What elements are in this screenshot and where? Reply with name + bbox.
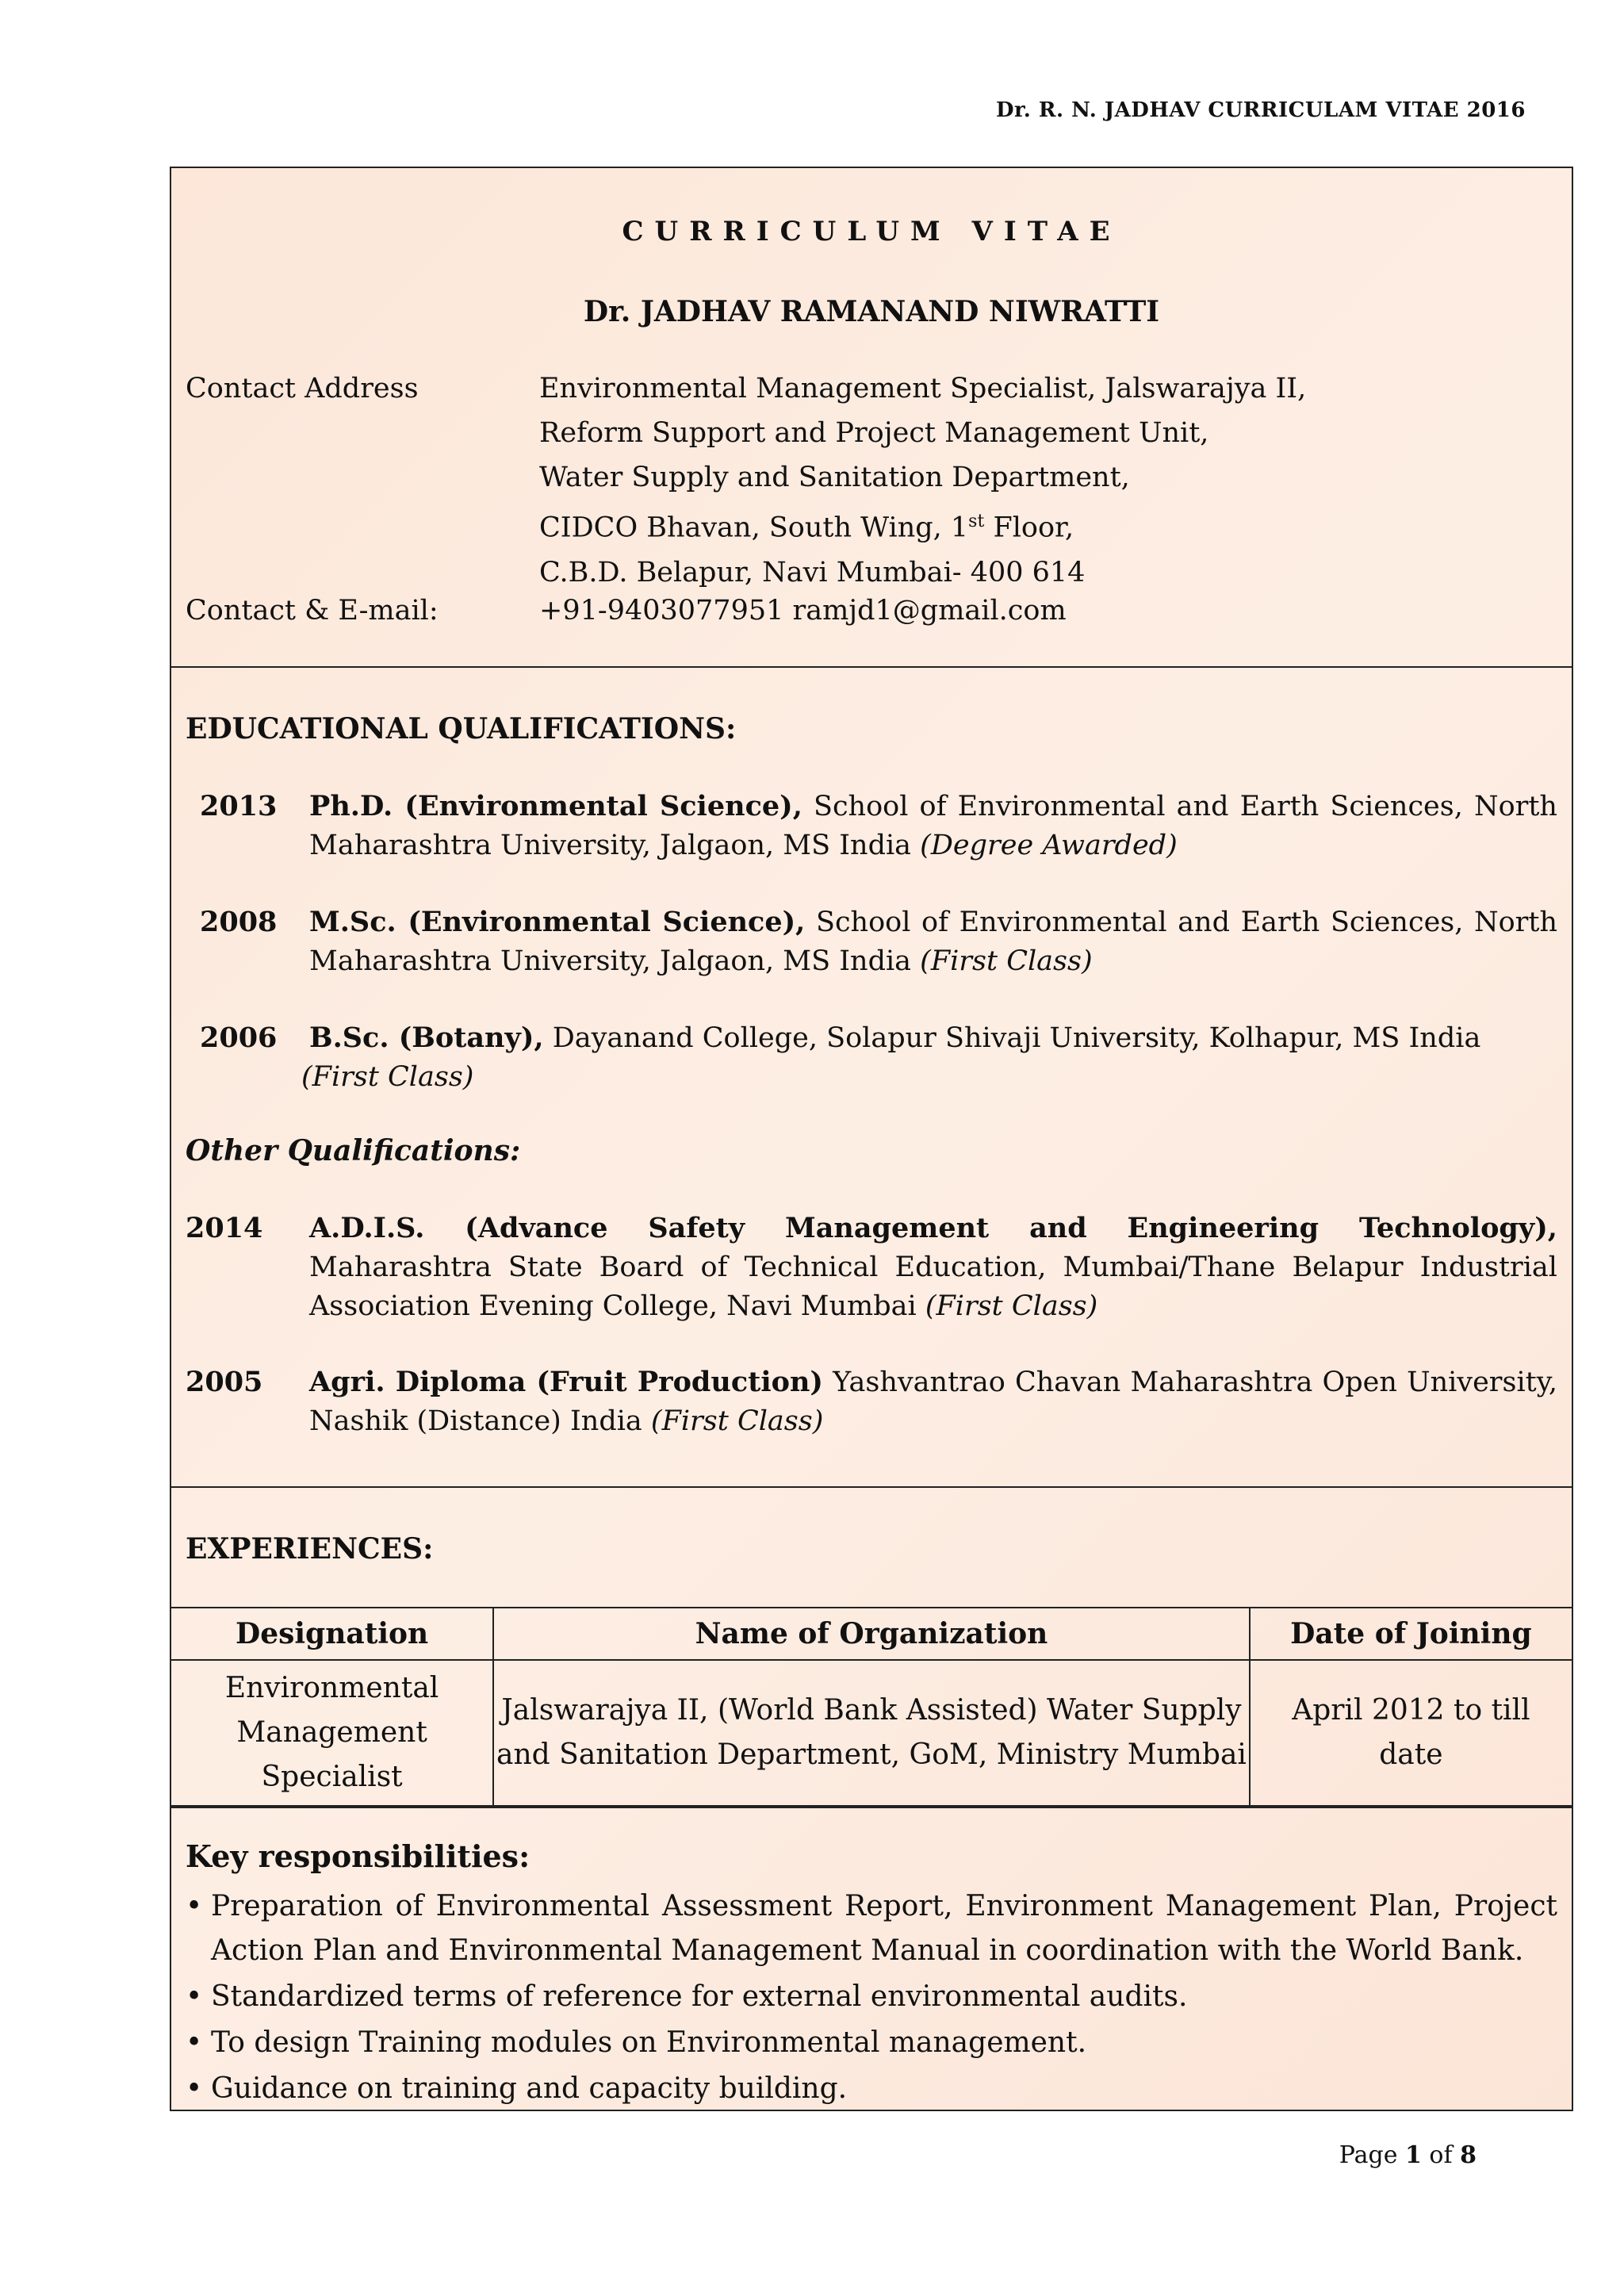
other-qualifications-heading: Other Qualifications:: [186, 1134, 521, 1167]
column-header: Date of Joining: [1250, 1608, 1572, 1660]
contact-address-value: [539, 366, 1306, 595]
contact-address-label: Contact Address: [186, 373, 419, 404]
cv-title: CURRICULUM VITAE: [622, 216, 1121, 247]
column-header: Designation: [171, 1608, 493, 1660]
experience-table-wrap: [171, 1608, 1572, 1808]
qualification-year: 2005: [186, 1366, 263, 1398]
contact-email-value: +91-9403077951 ramjd1@gmail.com: [539, 595, 1067, 627]
column-header: Name of Organization: [493, 1608, 1250, 1660]
list-item: • Guidance on training and capacity building.: [186, 2072, 848, 2105]
responsibilities-list: [186, 1884, 1557, 2113]
address-line: Environmental Management Specialist, Jalswarajya II,: [539, 373, 1307, 404]
running-header: Dr. R. N. JADHAV CURRICULAM VITAE 2016: [995, 98, 1526, 122]
responsibilities-section: [171, 1808, 1572, 2110]
list-item: • To design Training modules on Environmental management.: [186, 2026, 1087, 2059]
experience-heading: EXPERIENCES:: [186, 1532, 434, 1566]
designation-cell: Environmental Management Specialist: [171, 1660, 493, 1806]
education-item: 2006 B.Sc. (Botany), Dayanand College, Solapur Shivaji University, Kolhapur, MS India (First Class): [186, 1018, 1557, 1097]
cv-frame: [170, 167, 1573, 2111]
address-line: C.B.D. Belapur, Navi Mumbai- 400 614: [539, 556, 1086, 588]
contact-email-label: Contact & E-mail:: [186, 595, 439, 627]
table-header-row: [171, 1608, 1572, 1660]
header-section: [171, 168, 1572, 668]
education-year: 2006: [200, 1022, 278, 1054]
list-item: • Preparation of Environmental Assessment Report, Environment Management Plan, Project Action Plan and Environmental Management Manual in coordination with the World Bank.: [186, 1890, 1557, 1967]
address-line: Reform Support and Project Management Unit,: [539, 417, 1209, 449]
other-qualification-item: 2005 Agri. Diploma (Fruit Production) Yashvantrao Chavan Maharashtra Open University, Nashik (Distance) India (First Class): [186, 1363, 1557, 1441]
education-heading: EDUCATIONAL QUALIFICATIONS:: [186, 712, 737, 746]
other-qualification-item: 2014 A.D.I.S. (Advance Safety Management and Engineering Technology), Maharashtra State Board of Technical Education, Mumbai/Thane Belapur Industrial Association Evening College, Navi Mumbai (First Class): [186, 1209, 1557, 1326]
education-item: 2013 Ph.D. (Environmental Science), School of Environmental and Earth Sciences, North Maharashtra University, Jalgaon, MS India (Degree Awarded): [186, 787, 1557, 865]
responsibilities-heading: Key responsibilities:: [186, 1838, 530, 1874]
organization-cell: Jalswarajya II, (World Bank Assisted) Water Supply and Sanitation Department, GoM, Ministry Mumbai: [493, 1660, 1250, 1806]
qualification-year: 2014: [186, 1212, 263, 1244]
education-item: 2008 M.Sc. (Environmental Science), School of Environmental and Earth Sciences, North Maharashtra University, Jalgaon, MS India (First Class): [186, 903, 1557, 981]
experience-heading-section: [171, 1488, 1572, 1608]
experience-table: [171, 1608, 1572, 1807]
address-line: CIDCO Bhavan, South Wing, 1st Floor,: [539, 512, 1074, 544]
education-year: 2008: [200, 906, 278, 938]
list-item: • Standardized terms of reference for external environmental audits.: [186, 1980, 1188, 2013]
page-number: Page 1 of 8: [1339, 2141, 1477, 2169]
education-section: [171, 668, 1572, 1488]
date-cell: April 2012 to till date: [1250, 1660, 1572, 1806]
candidate-name: Dr. JADHAV RAMANAND NIWRATTI: [583, 295, 1160, 328]
address-line: Water Supply and Sanitation Department,: [539, 462, 1130, 493]
table-row: [171, 1660, 1572, 1806]
education-year: 2013: [200, 790, 278, 822]
